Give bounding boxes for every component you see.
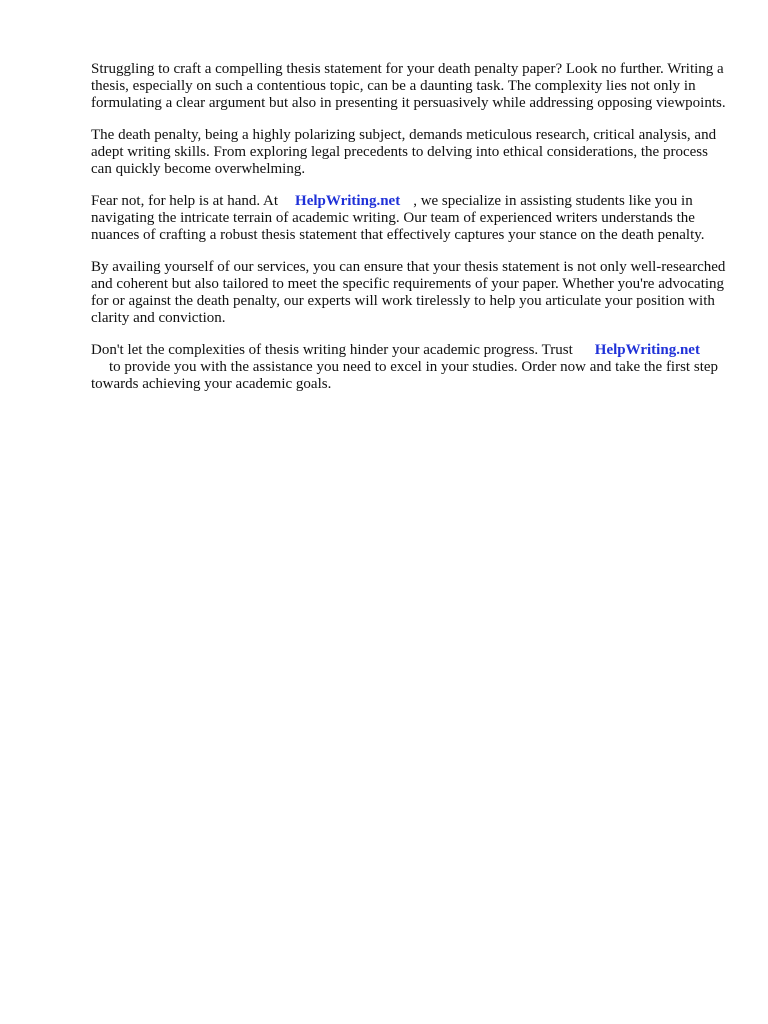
services-paragraph: By availing yourself of our services, you can ensure that your thesis statement is not only well-researched and coherent but also tailored to meet the specific requirements of your paper. Whether you're advocating for or against the death penalty, our experts will work tirelessly to help you articulate your position with clarity and conviction.: [91, 259, 726, 326]
intro-paragraph: Struggling to craft a compelling thesis statement for your death penalty paper? Look no further. Writing a thesis, especially on such a contentious topic, can be a daunting task. The complexity lies not only in formulating a clear argument but also in presenting it persuasively while addressing opposing viewpoints.: [91, 61, 726, 111]
closing-paragraph-trail-text: to provide you with the assistance you need to excel in your studies. Order now and take the first step towards achieving your academic goals.: [91, 359, 719, 392]
help-paragraph: [91, 193, 731, 244]
helpwriting-link[interactable]: HelpWriting.net: [295, 193, 401, 209]
help-paragraph-trail-text: , we specialize in assisting students like you in navigating the intricate terrain of academic writing. Our team of experienced writers understands the nuances of crafting a robust thesis statement that effectively captures your stance on the death penalty.: [91, 193, 705, 243]
help-paragraph-lead-text: Fear not, for help is at hand. At: [91, 193, 279, 209]
document-page: [91, 61, 731, 408]
closing-paragraph-lead-text: Don't let the complexities of thesis writing hinder your academic progress. Trust: [91, 342, 573, 358]
death-penalty-paragraph: The death penalty, being a highly polarizing subject, demands meticulous research, critical analysis, and adept writing skills. From exploring legal precedents to delving into ethical considerations, the process can quickly become overwhelming.: [91, 127, 717, 177]
helpwriting-link-closing[interactable]: HelpWriting.net: [594, 342, 700, 358]
closing-paragraph: [91, 342, 731, 393]
